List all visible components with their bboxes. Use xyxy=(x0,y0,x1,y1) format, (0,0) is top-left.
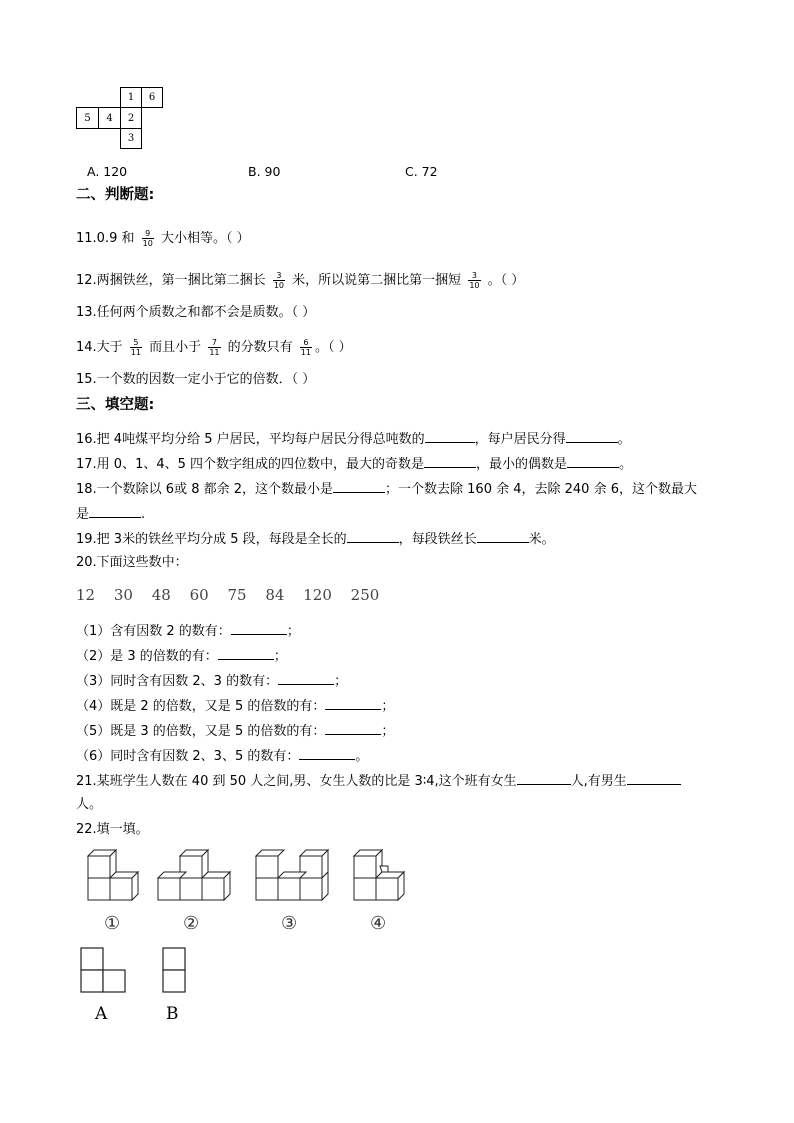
answer-blank[interactable] xyxy=(89,505,141,518)
view-label-a: A xyxy=(95,1004,108,1024)
answer-blank[interactable] xyxy=(299,747,355,760)
fraction: $\frac{3}{10}$ xyxy=(273,271,285,290)
cube-net-figure xyxy=(76,87,166,151)
q21-b: 人,有男生 xyxy=(570,774,627,789)
q20-item-5 xyxy=(76,722,394,740)
cube-stack-1 xyxy=(88,850,138,900)
answer-blank[interactable] xyxy=(347,530,399,543)
cube-stack-2 xyxy=(158,850,230,900)
question-18-cont xyxy=(76,505,145,523)
q20-item-end: 。 xyxy=(355,749,369,764)
net-cell: 3 xyxy=(120,128,142,149)
answer-blank[interactable] xyxy=(567,455,619,468)
question-12 xyxy=(76,271,524,290)
question-11 xyxy=(76,229,250,248)
fraction: $\frac{5}{11}$ xyxy=(130,338,142,357)
question-20-stem: 20.下面这些数中： xyxy=(76,555,188,570)
number-item: 84 xyxy=(265,586,285,604)
q19-b: ，每段铁丝长 xyxy=(398,532,477,547)
option-c: C. 72 xyxy=(405,164,438,179)
q11-post: 大小相等。（ ） xyxy=(160,231,250,246)
net-cell: 2 xyxy=(120,107,142,129)
q14-mid1: 而且小于 xyxy=(149,340,202,355)
option-a: A. 120 xyxy=(87,164,128,179)
option-b: B. 90 xyxy=(248,164,281,179)
answer-blank[interactable] xyxy=(325,722,381,735)
figure-label-4: ④ xyxy=(370,913,387,934)
q20-item-end: ； xyxy=(273,649,287,664)
answer-blank[interactable] xyxy=(627,772,681,785)
cube-figures xyxy=(80,846,420,908)
answer-blank[interactable] xyxy=(231,622,287,635)
fraction: $\frac{7}{11}$ xyxy=(209,338,220,357)
number-item: 250 xyxy=(350,586,380,604)
section-title-fill: 三、填空题: xyxy=(76,397,155,413)
q20-item-text: （4）既是 2 的倍数，又是 5 的倍数的有： xyxy=(76,699,326,714)
figure-label-3: ③ xyxy=(281,913,298,934)
q18-b: ；一个数去除 160 余 4，去除 240 余 6，这个数最大 xyxy=(385,482,697,497)
section-title-judgement: 二、判断题: xyxy=(76,187,155,203)
number-item: 30 xyxy=(113,586,133,604)
q20-item-end: ； xyxy=(381,699,395,714)
view-label-b: B xyxy=(166,1004,179,1024)
number-list xyxy=(76,586,393,604)
question-18 xyxy=(76,480,697,498)
q12-pre: 12.两捆铁丝，第一捆比第二捆长 xyxy=(76,273,266,288)
q20-item-text: （1）含有因数 2 的数有： xyxy=(76,624,231,639)
question-21-cont: 人。 xyxy=(76,797,103,812)
q16-a: 16.把 4吨煤平均分给 5 户居民，平均每户居民分得总吨数的 xyxy=(76,432,425,447)
net-cell: 6 xyxy=(141,87,163,108)
number-item: 12 xyxy=(76,586,96,604)
number-item: 60 xyxy=(189,586,209,604)
q12-mid: 米，所以说第二捆比第一捆短 xyxy=(292,273,462,288)
answer-blank[interactable] xyxy=(333,480,385,493)
q18-d: . xyxy=(141,507,146,522)
figure-label-2: ② xyxy=(183,913,200,934)
q20-item-end: ； xyxy=(286,624,300,639)
question-19 xyxy=(76,530,555,548)
q17-b: ，最小的偶数是 xyxy=(476,457,568,472)
q20-item-text: （3）同时含有因数 2、3 的数有： xyxy=(76,674,279,689)
answer-blank[interactable] xyxy=(425,430,475,443)
answer-blank[interactable] xyxy=(218,647,274,660)
question-13: 13.任何两个质数之和都不会是质数。（ ） xyxy=(76,305,316,320)
answer-blank[interactable] xyxy=(477,530,529,543)
q20-item-text: （5）既是 3 的倍数，又是 5 的倍数的有： xyxy=(76,724,326,739)
q17-c: 。 xyxy=(619,457,633,472)
q20-item-3 xyxy=(76,672,347,690)
net-cell: 5 xyxy=(76,107,99,129)
net-cell: 1 xyxy=(120,87,142,108)
q20-item-text: （6）同时含有因数 2、3、5 的数有： xyxy=(76,749,300,764)
q16-b: ，每户居民分得 xyxy=(474,432,566,447)
q20-item-1 xyxy=(76,622,300,640)
answer-blank[interactable] xyxy=(517,772,571,785)
view-figures xyxy=(78,944,198,998)
fraction: $\frac{9}{10}$ xyxy=(142,229,153,248)
number-item: 120 xyxy=(303,586,332,604)
q11-pre: 11.0.9 和 xyxy=(76,231,135,246)
question-21 xyxy=(76,772,681,790)
fraction: $\frac{3}{10}$ xyxy=(469,271,480,290)
answer-blank[interactable] xyxy=(424,455,476,468)
question-22-stem: 22.填一填。 xyxy=(76,822,149,837)
q12-post: 。（ ） xyxy=(487,273,525,288)
fraction: $\frac{6}{11}$ xyxy=(300,338,311,357)
answer-blank[interactable] xyxy=(278,672,334,685)
q20-item-end: ； xyxy=(381,724,395,739)
q20-item-6 xyxy=(76,747,368,765)
view-shape-a xyxy=(81,948,125,992)
q17-a: 17.用 0、1、4、5 四个数字组成的四位数中，最大的奇数是 xyxy=(76,457,425,472)
cube-stack-3 xyxy=(256,850,328,900)
q14-mid2: 的分数只有 xyxy=(227,340,293,355)
number-item: 75 xyxy=(227,586,247,604)
q18-c: 是 xyxy=(76,507,90,522)
cube-stack-4 xyxy=(354,850,404,900)
q18-a: 18.一个数除以 6或 8 都余 2，这个数最小是 xyxy=(76,482,334,497)
q21-a: 21.某班学生人数在 40 到 50 人之间,男、女生人数的比是 3∶4,这个班有女生 xyxy=(76,774,517,789)
q14-pre: 14.大于 xyxy=(76,340,123,355)
q20-item-4 xyxy=(76,697,394,715)
view-shape-b xyxy=(163,948,185,992)
question-14 xyxy=(76,338,352,357)
figure-label-1: ① xyxy=(104,913,121,934)
q19-c: 米。 xyxy=(528,532,555,547)
q20-item-text: （2）是 3 的倍数的有： xyxy=(76,649,218,664)
answer-blank[interactable] xyxy=(325,697,381,710)
q16-c: 。 xyxy=(617,432,631,447)
question-17 xyxy=(76,455,632,473)
q14-post: 。（ ） xyxy=(314,340,352,355)
number-item: 48 xyxy=(151,586,171,604)
answer-blank[interactable] xyxy=(566,430,618,443)
q19-a: 19.把 3米的铁丝平均分成 5 段，每段是全长的 xyxy=(76,532,347,547)
q20-item-2 xyxy=(76,647,287,665)
net-cell: 4 xyxy=(98,107,121,129)
q20-item-end: ； xyxy=(334,674,348,689)
question-15: 15.一个数的因数一定小于它的倍数．（ ） xyxy=(76,372,316,387)
question-16 xyxy=(76,430,631,448)
